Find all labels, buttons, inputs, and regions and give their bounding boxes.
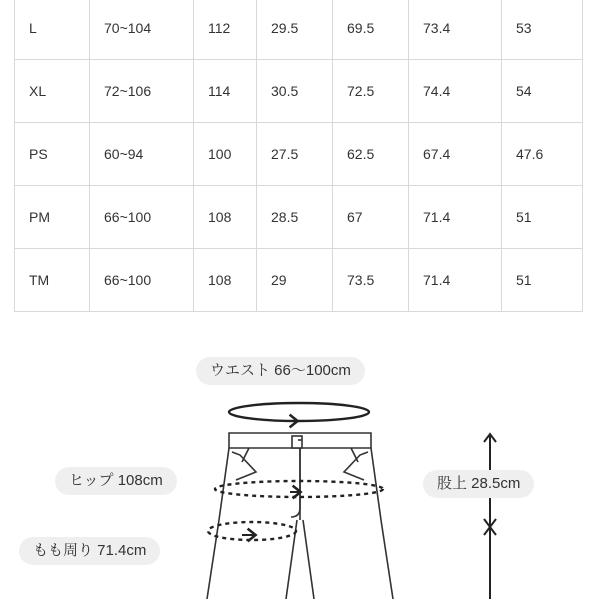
table-cell: 100 [194,123,257,186]
size-cell: XL [15,60,90,123]
size-cell: TM [15,249,90,312]
table-cell: 66~100 [90,249,194,312]
table-row [15,0,583,60]
table-cell: 67 [333,186,409,249]
table-cell: 51 [502,186,583,249]
table-row [15,123,583,186]
size-table [14,0,583,312]
pants-outline [207,433,393,599]
size-cell: L [15,0,90,60]
table-row [15,249,583,312]
table-cell: 62.5 [333,123,409,186]
table-cell: 74.4 [409,60,502,123]
table-cell: 28.5 [257,186,333,249]
hip-label: ヒップ 108cm [55,467,177,495]
table-row [15,186,583,249]
thigh-label: もも周り 71.4cm [19,537,160,565]
table-cell: 71.4 [409,249,502,312]
rise-arrow [484,434,496,599]
size-cell: PS [15,123,90,186]
waist-label: ウエスト 66〜100cm [196,357,365,385]
table-cell: 73.5 [333,249,409,312]
table-cell: 54 [502,60,583,123]
table-cell: 30.5 [257,60,333,123]
thigh-measure-ellipse [208,522,296,540]
table-cell: 114 [194,60,257,123]
table-cell: 51 [502,249,583,312]
table-cell: 29.5 [257,0,333,60]
table-cell: 71.4 [409,186,502,249]
table-cell: 27.5 [257,123,333,186]
table-cell: 60~94 [90,123,194,186]
table-cell: 70~104 [90,0,194,60]
table-cell: 72~106 [90,60,194,123]
size-cell: PM [15,186,90,249]
table-cell: 108 [194,249,257,312]
table-cell: 66~100 [90,186,194,249]
table-cell: 47.6 [502,123,583,186]
size-table-container [14,0,582,312]
table-cell: 108 [194,186,257,249]
table-cell: 69.5 [333,0,409,60]
waist-measure-ellipse [229,403,369,421]
table-cell: 73.4 [409,0,502,60]
table-cell: 67.4 [409,123,502,186]
table-cell: 112 [194,0,257,60]
table-row [15,60,583,123]
rise-label: 股上 28.5cm [423,470,534,498]
table-cell: 29 [257,249,333,312]
table-cell: 53 [502,0,583,60]
hip-measure-ellipse [215,481,383,497]
table-cell: 72.5 [333,60,409,123]
